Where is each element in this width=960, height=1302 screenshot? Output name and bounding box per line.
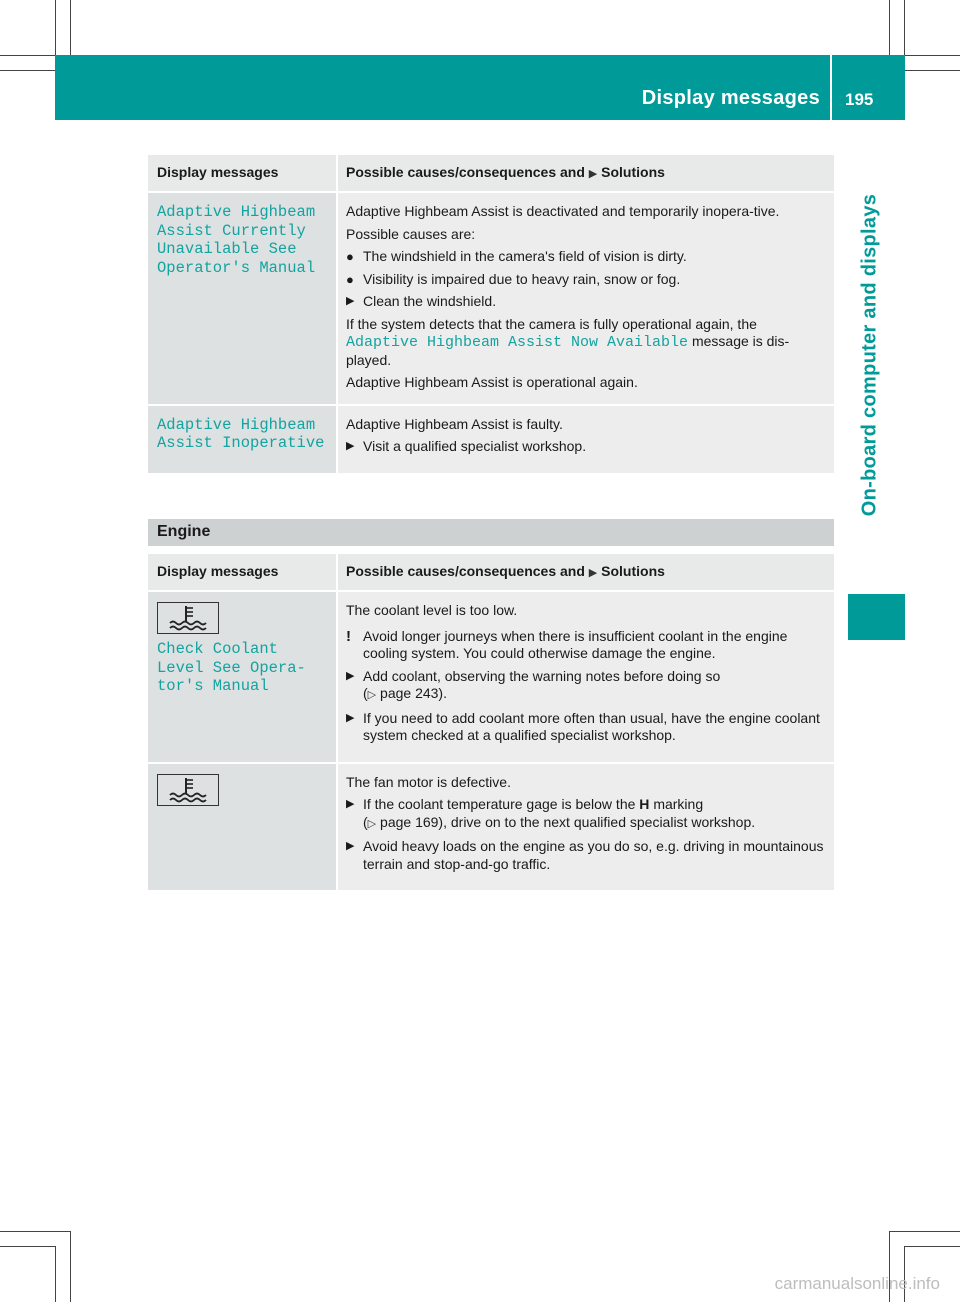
chapter-label: On-board computer and displays [858,193,881,517]
action-item [346,438,826,456]
list-item [346,271,826,289]
page-number: 195 [845,90,874,109]
crop-mark [904,0,905,55]
arrow-icon: ▶ [346,440,355,452]
warning-icon: ! [346,627,351,645]
page-ref-icon: ▷ [367,689,377,701]
column-header-causes-text: Possible causes/consequences and [346,563,585,579]
display-message: Check Coolant Level See Opera- tor's Manual [157,640,306,695]
action-text: Clean the windshield. [363,293,497,309]
table-row [148,404,834,473]
causes-cell [336,193,834,404]
page-ref-icon: ▷ [367,817,377,830]
crop-mark [55,0,56,55]
crop-mark [890,1231,960,1232]
cause-text: The fan motor is defective. [346,773,511,790]
action-item [346,838,826,873]
cause-text-part: message is dis-played. [346,333,790,368]
marking-letter: H [639,796,650,812]
bullet-icon: ● [346,271,354,287]
causes-cell [336,764,834,891]
action-text-part: Add coolant, observing the warning notes before doing so [363,667,721,684]
page-reference: page 169), drive on to the next qualified specialist workshop. [380,813,756,830]
action-item [346,710,826,745]
display-message-cell [148,764,336,891]
column-header-solutions-text: Solutions [601,563,665,579]
action-text: Visit a qualified specialist workshop. [363,438,587,454]
column-header-messages: Display messages [148,554,336,590]
action-item [346,796,826,833]
action-text: Avoid heavy loads on the engine as you do so, e.g. driving in mountainous terrain and stop-and-go traffic. [363,838,824,872]
table-row [148,762,834,891]
chapter-marker [848,594,905,640]
column-header-messages: Display messages [148,155,336,191]
action-text: If the coolant temperature gage is below the H marking (▷ page 169), drive on to the next qualified specialist workshop. [363,796,756,830]
page-title: Display messages [641,87,820,109]
action-text: Add coolant, observing the warning notes before doing so (▷ page 243). [363,667,721,701]
table-header-row [148,155,834,191]
inline-display-message: Adaptive Highbeam Assist Now Available [346,334,689,351]
warning-text: Avoid longer journeys when there is insufficient coolant in the engine cooling system. You could otherwise damage the engine. [363,627,788,661]
arrow-icon: ▶ [346,669,355,682]
display-message: Adaptive Highbeam Assist Inoperative [148,406,336,473]
action-text-part: marking [653,796,704,812]
crop-mark [0,1231,70,1232]
messages-table-highbeam [148,155,834,473]
table-row [148,590,834,762]
cause-text: The coolant level is too low. [346,602,518,618]
bullet-icon: ● [346,249,354,264]
messages-table-engine [148,554,834,890]
action-text-part: If the coolant temperature gage is below the [363,796,636,812]
column-header-causes-text: Possible causes/consequences and [346,164,585,180]
display-message-cell [148,592,336,762]
list-item-text: Visibility is impaired due to heavy rain, snow or fog. [363,270,681,287]
page-reference: page 243). [380,685,447,701]
list-item [346,248,826,266]
arrow-icon: ▶ [346,840,355,852]
section-heading [148,519,834,546]
column-header-solutions-text: Solutions [601,164,665,180]
arrow-icon: ▶ [346,711,355,724]
section-title: Engine [157,523,211,540]
column-header-causes [336,554,834,590]
chapter-tab [835,120,905,590]
column-header-causes [336,155,834,191]
causes-cell [336,406,834,473]
list-item-text: The windshield in the camera's field of vision is dirty. [363,248,687,264]
header-divider [830,55,832,120]
causes-cell [336,592,834,762]
page-header [55,55,905,120]
cause-text [346,316,826,370]
table-row [148,191,834,404]
cause-text: Adaptive Highbeam Assist is faulty. [346,415,563,432]
arrow-icon: ▶ [346,798,355,810]
arrow-icon: ▶ [588,168,598,180]
cause-text: Adaptive Highbeam Assist is operational again. [346,374,638,390]
table-header-row [148,554,834,590]
coolant-temperature-icon [157,602,219,634]
watermark: carmanualsonline.info [774,1274,940,1293]
coolant-temperature-icon [157,774,219,806]
crop-mark [905,55,960,56]
action-item [346,293,826,311]
arrow-icon: ▶ [346,295,355,307]
action-text: If you need to add coolant more often than usual, have the engine coolant system checked at a qualified specialist workshop. [363,709,820,743]
warning-item [346,628,826,663]
crop-mark [905,1246,960,1247]
crop-mark [0,55,55,56]
crop-mark [0,1246,55,1247]
arrow-icon: ▶ [588,567,598,579]
cause-text-part: If the system detects that the camera is fully operational again, the [346,315,757,332]
cause-text: Possible causes are: [346,225,476,242]
cause-text: Adaptive Highbeam Assist is deactivated and temporarily inopera-tive. [346,203,780,219]
action-item [346,668,826,705]
display-message: Adaptive Highbeam Assist Currently Unavailable See Operator's Manual [148,193,336,404]
